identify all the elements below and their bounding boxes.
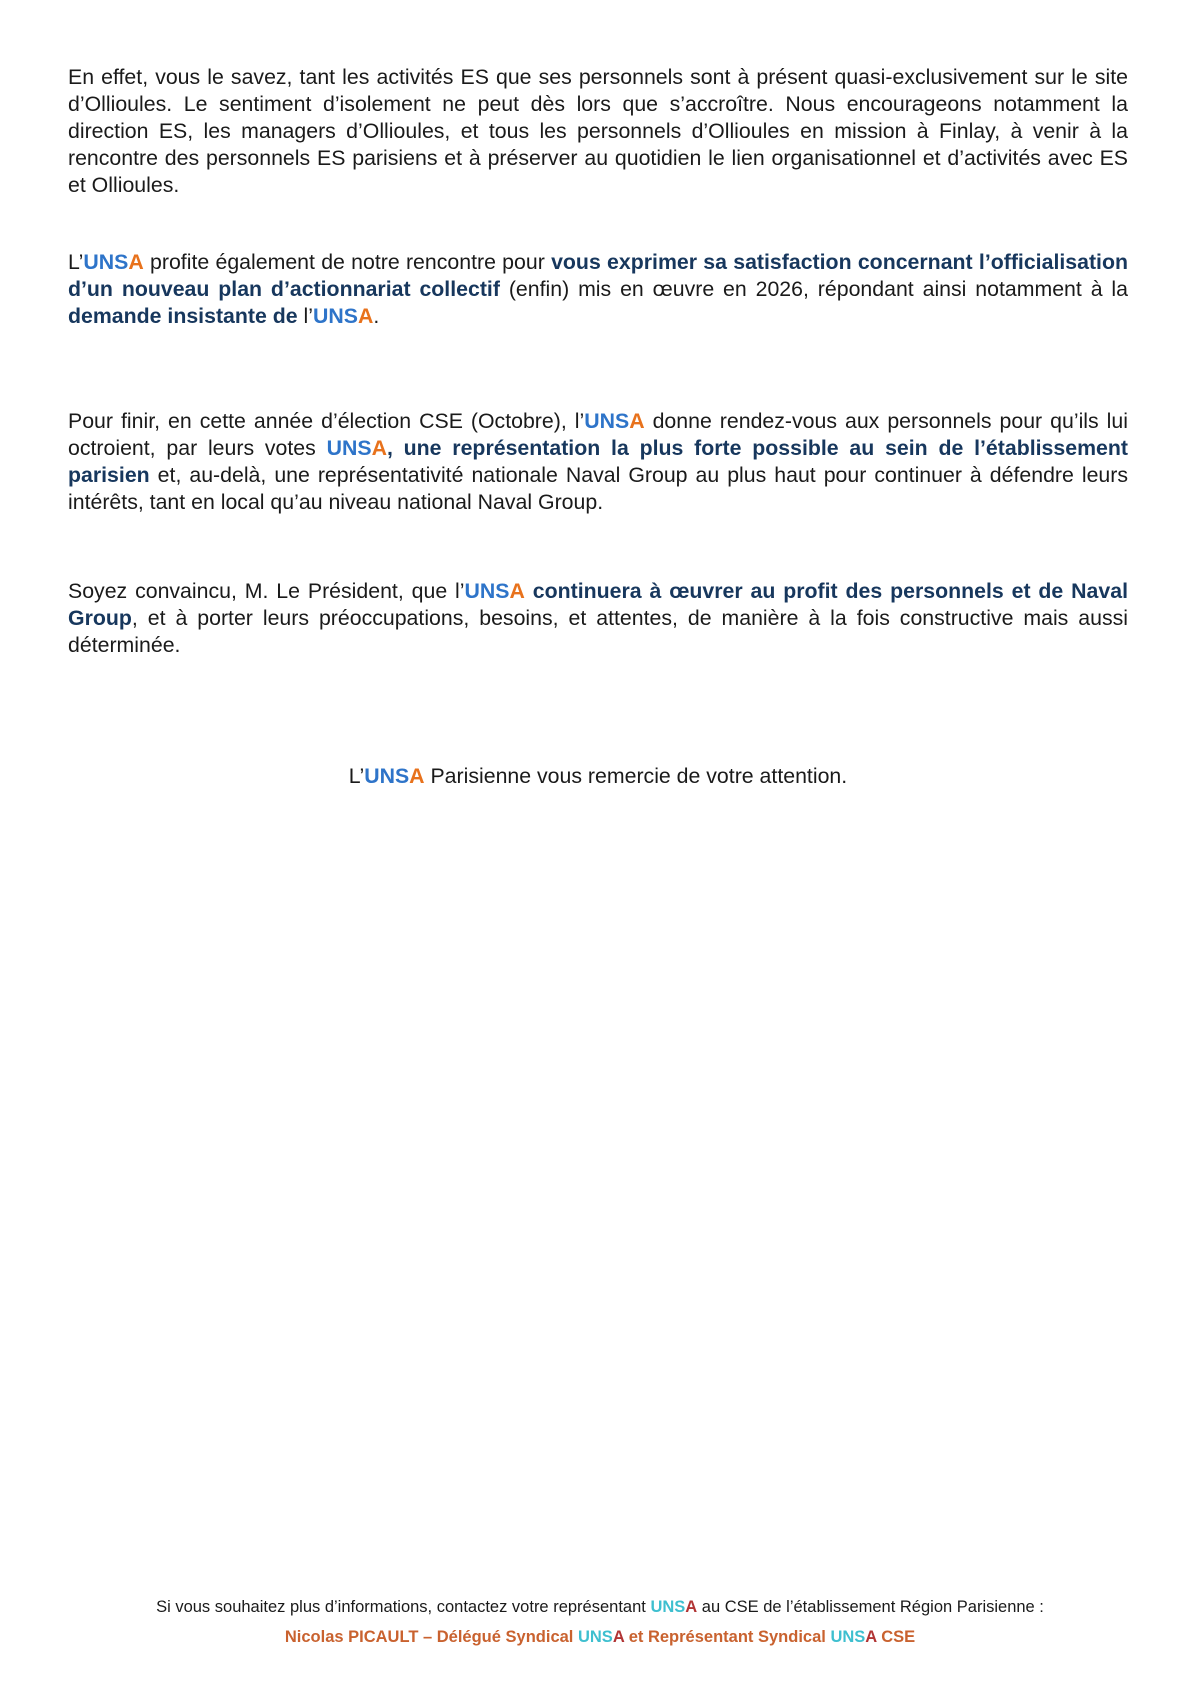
text-run: continuera à œuvrer au profit des personnels et de Naval Group: [68, 579, 1128, 630]
text-run: Pour finir, en cette année d’élection CSE (Octobre), l’: [68, 409, 585, 433]
footer-contact-info: [0, 1592, 1200, 1622]
text-run: A: [509, 579, 525, 603]
text-run: et, au-delà, une représentativité nationale Naval Group au plus haut pour continuer à défendre leurs intérêts, tant en local qu’au niveau national Naval Group.: [68, 463, 1128, 514]
text-run: profite également de notre rencontre pour: [143, 250, 552, 274]
text-run: [525, 579, 533, 603]
text-run: une représentation la plus forte possible au sein de l’établissement parisien: [68, 436, 1128, 487]
text-run: Si vous souhaitez plus d’informations, contactez votre représentant: [156, 1598, 651, 1616]
text-run: UNS: [464, 579, 510, 603]
text-run: Nicolas PICAULT – Délégué Syndical: [284, 1628, 578, 1646]
text-run: .: [373, 304, 380, 328]
text-run: donne rendez-vous aux personnels pour qu’ils lui octroient, par leurs votes: [68, 409, 1128, 460]
text-run: au CSE de l’établissement Région Parisienne :: [697, 1598, 1044, 1616]
page-footer: [0, 1592, 1200, 1652]
text-run: UNS: [650, 1598, 686, 1616]
paragraph-actionnariat-collectif: [68, 249, 1128, 330]
text-run: L’: [68, 250, 84, 274]
closing-thanks-line: [68, 763, 1128, 790]
text-run: Parisienne vous remercie de votre attention.: [424, 764, 848, 788]
text-run: A: [128, 250, 144, 274]
text-run: UNS: [830, 1628, 866, 1646]
text-run: UNS: [584, 409, 630, 433]
text-run: (enfin) mis en œuvre en 2026, répondant ainsi notamment à la: [499, 277, 1128, 301]
text-run: A: [685, 1598, 698, 1616]
text-run: A: [371, 436, 387, 460]
text-run: vous exprimer sa satisfaction concernant l’officialisation d’un nouveau plan d’actionnariat collectif: [68, 250, 1128, 301]
text-run: Soyez convaincu, M. Le Président, que l’: [68, 579, 465, 603]
text-run: et Représentant Syndical: [624, 1628, 831, 1646]
text-run: UNS: [326, 436, 372, 460]
text-run: A: [629, 409, 645, 433]
paragraph-conclusion-president: [68, 578, 1128, 659]
document-body: [68, 64, 1128, 790]
text-run: UNS: [313, 304, 358, 328]
text-run: A: [612, 1628, 625, 1646]
text-run: l’: [297, 304, 313, 328]
footer-representative-name: [0, 1622, 1200, 1652]
text-run: demande insistante de: [68, 304, 298, 328]
text-run: UNS: [577, 1628, 613, 1646]
text-run: A: [357, 304, 374, 328]
text-run: ,: [386, 436, 404, 460]
paragraph-election-cse: [68, 408, 1128, 516]
text-run: UNS: [364, 764, 410, 788]
text-run: CSE: [876, 1628, 916, 1646]
text-run: En effet, vous le savez, tant les activités ES que ses personnels sont à présent quasi-exclusivement sur le site d’Ollioules. Le sentiment d’isolement ne peut dès lors que s’accroître. Nous encourageons notamment la direction ES, les managers d’Ollioules, et tous les personnels d’Ollioules en mission à Finlay, à venir à la rencontre des personnels ES parisiens et à préserver au quotidien le lien organisationnel et d’activités avec ES et Ollioules.: [68, 65, 1128, 197]
text-run: , et à porter leurs préoccupations, besoins, et attentes, de manière à la fois constructive mais aussi déterminée.: [68, 606, 1128, 657]
paragraph-activities-ollioules: [68, 64, 1128, 199]
text-run: UNS: [83, 250, 129, 274]
text-run: A: [409, 764, 425, 788]
text-run: A: [865, 1628, 877, 1646]
text-run: L’: [348, 764, 365, 788]
